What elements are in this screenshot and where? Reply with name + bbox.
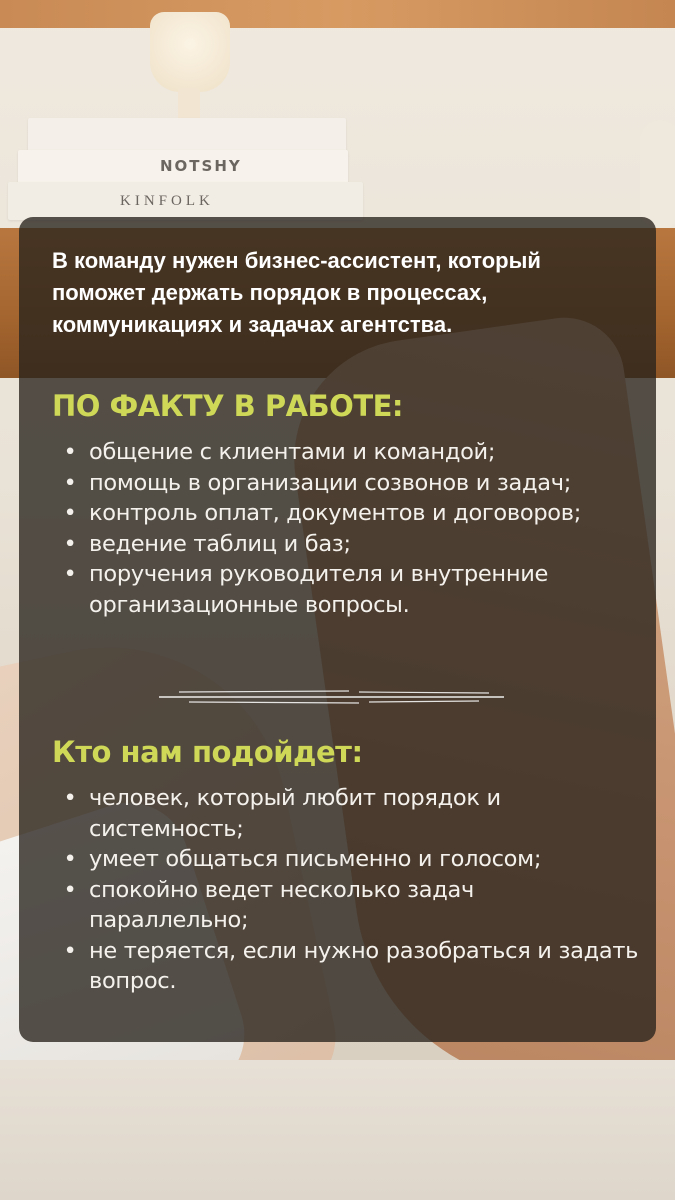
list-item-text: умеет общаться письменно и голосом;: [89, 846, 542, 872]
top-wood-strip: [0, 0, 675, 28]
list-item: [59, 875, 639, 936]
list-item-text: не теряется, если нужно разобраться и задать вопрос.: [89, 937, 639, 994]
section-title-fit: Кто нам подойдет:: [52, 735, 363, 769]
list-item-text: человек, который любит порядок и системность;: [89, 785, 501, 842]
bullet-icon: •: [63, 846, 77, 872]
fit-list: [59, 783, 639, 997]
section-title-work: ПО ФАКТУ В РАБОТЕ:: [52, 389, 404, 423]
bullet-icon: •: [63, 937, 77, 964]
work-list: [59, 437, 639, 620]
bullet-icon: •: [63, 561, 77, 587]
bullet-icon: •: [63, 785, 77, 811]
book-title-kinfolk: KINFOLK: [120, 193, 214, 209]
list-item: [59, 844, 639, 875]
book-title-notshy: NOTSHY: [160, 157, 242, 175]
bullet-icon: •: [63, 876, 77, 903]
vase: [640, 120, 675, 230]
divider-lines: [159, 689, 504, 705]
list-item: [59, 936, 639, 997]
list-item: [59, 468, 639, 499]
list-item-text: ведение таблиц и баз;: [89, 530, 351, 557]
list-item: [59, 559, 639, 620]
list-item-text: поручения руководителя и внутренние организационные вопросы.: [89, 561, 549, 618]
list-item-text: общение с клиентами и командой;: [89, 439, 496, 465]
list-item-text: контроль оплат, документов и договоров;: [89, 500, 582, 526]
list-item: [59, 529, 639, 560]
list-item: [59, 437, 639, 468]
bullet-icon: •: [63, 500, 77, 526]
list-item-text: помощь в организации созвонов и задач;: [89, 469, 572, 496]
bullet-icon: •: [63, 469, 77, 496]
bottom-fabric: [0, 1060, 675, 1200]
book-top: [28, 118, 346, 152]
text-card: [19, 217, 656, 1042]
bullet-icon: •: [63, 439, 77, 465]
list-item-text: спокойно ведет несколько задач параллельно;: [89, 876, 475, 933]
bullet-icon: •: [63, 530, 77, 557]
list-item: [59, 498, 639, 529]
list-item: [59, 783, 639, 844]
lamp-shade: [150, 12, 230, 92]
intro-text: В команду нужен бизнес-ассистент, который поможет держать порядок в процессах, коммуникациях и задачах агентства.: [52, 248, 541, 337]
